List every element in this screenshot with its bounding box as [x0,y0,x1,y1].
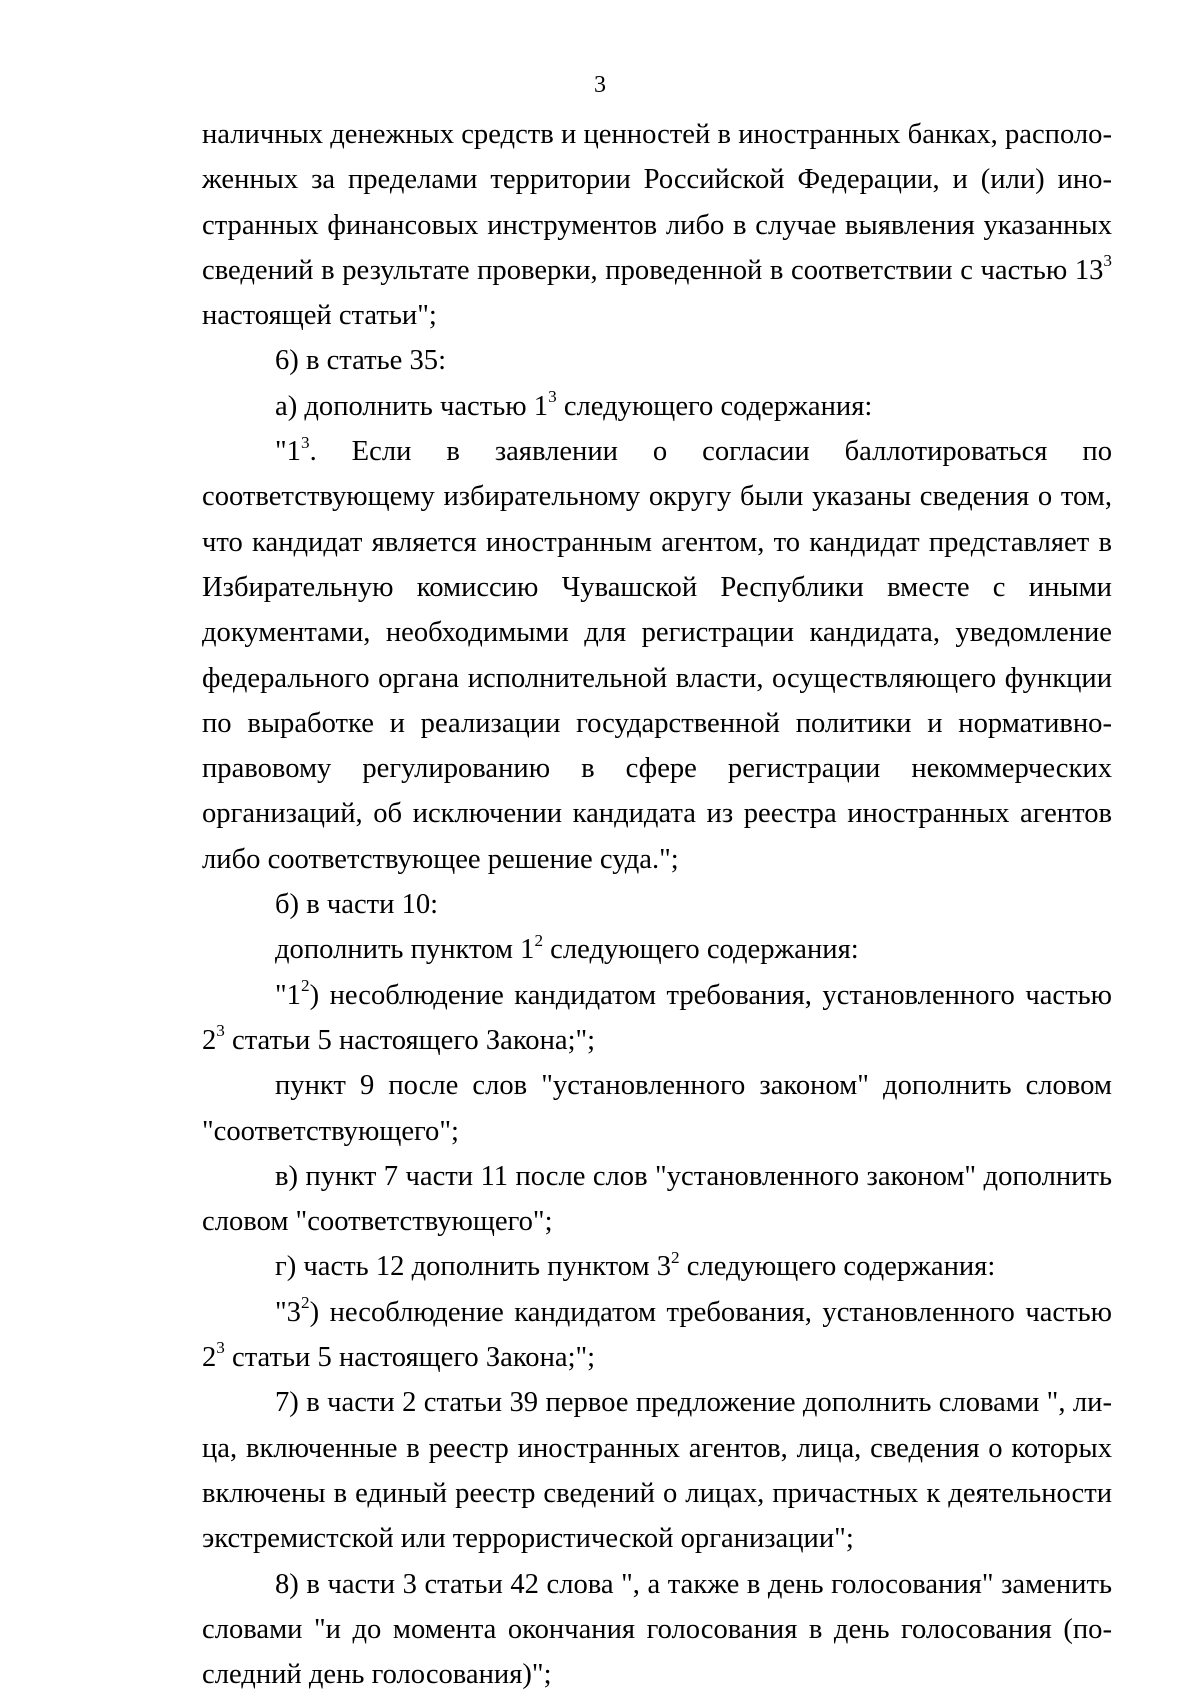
text-run: "1 [275,436,301,468]
paragraph [202,1380,1112,1561]
text-run: . Если в заявлении о согласии баллотироваться по соответствующему избирательному округу были указаны сведения о том, что кандидат является иностранным агентом, то кандидат представляет в Избирательную комиссию Чувашской Республики вместе с иными документами, необходимыми для регистрации кандидата, уведомление федерального органа исполнительной власти, осуществляющего функции по выработке и реализации государственной политики и нормативно-правовому регулированию в сфере регистрации некоммерческих организаций, об исключении кандидата из реестра иностранных агентов либо соответствующее решение суда."; [202,436,1112,875]
paragraph [202,927,1112,972]
paragraph [202,1562,1112,1697]
paragraph [202,1244,1112,1289]
text-run: ) несоблюдение кандидатом требования, установленного частью 2 [202,979,1112,1056]
text-run: г) часть 12 дополнить пунктом 3 [275,1251,672,1283]
text-run: ) несоблюдение кандидатом требования, установленного частью 2 [202,1296,1112,1374]
text-run: 6) в статье 35: [275,345,447,377]
paragraph [202,338,1112,383]
superscript: 2 [671,1247,680,1267]
superscript: 3 [216,1021,225,1041]
text-run: 7) в части 2 статьи 39 первое предложение дополнить словами ", лица, включенные в реестр иностранных агентов, лица, сведения о которых включены в единый реестр сведений о лицах, причастных к деятельности экстремистской или террористической организации"; [202,1387,1112,1555]
text-run: 8) в части 3 статьи 42 слова ", а также в день голосования" заменить словами "и до момента окончания голосования в день голосования (последний день голосования)"; [202,1568,1112,1691]
text-run: б) в части 10: [275,889,439,921]
text-run: "1 [275,979,301,1011]
paragraph [202,384,1112,429]
paragraph [202,1290,1112,1381]
superscript: 2 [300,1293,310,1313]
paragraph [202,973,1112,1064]
superscript: 3 [1103,251,1112,271]
paragraph [202,429,1112,882]
text-run: статьи 5 настоящего Закона;"; [224,1024,596,1056]
text-run: пункт 9 после слов "установленного законом" дополнить словом "соответствующего"; [202,1070,1112,1147]
superscript: 2 [534,930,544,950]
paragraph [202,1154,1112,1245]
text-run: в) пункт 7 части 11 после слов "установленного законом" дополнить словом "соответствующего"; [202,1160,1112,1238]
text-run: следующего содержания: [543,934,859,966]
text-run: "3 [275,1296,301,1328]
document-body [202,112,1112,1697]
superscript: 3 [548,387,557,407]
text-run: статьи 5 настоящего Закона;"; [224,1342,596,1374]
text-run: наличных денежных средств и ценностей в иностранных банках, расположенных за пределами территории Российской Федерации, и (или) иностранных финансовых инструментов либо в случае выявления указанных сведений в результате проверки, проведенной в соответствии с частью 13 [202,119,1112,286]
text-run: следующего содержания: [556,390,873,422]
superscript: 3 [300,432,310,452]
paragraph [202,112,1112,338]
paragraph [202,1063,1112,1154]
text-run: а) дополнить частью 1 [275,390,549,422]
paragraph [202,882,1112,927]
superscript: 2 [300,976,310,996]
text-run: дополнить пунктом 1 [275,934,535,966]
superscript: 3 [216,1338,225,1358]
text-run: следующего содержания: [679,1251,996,1283]
page-number: 3 [594,72,606,98]
text-run: настоящей статьи"; [202,300,437,332]
